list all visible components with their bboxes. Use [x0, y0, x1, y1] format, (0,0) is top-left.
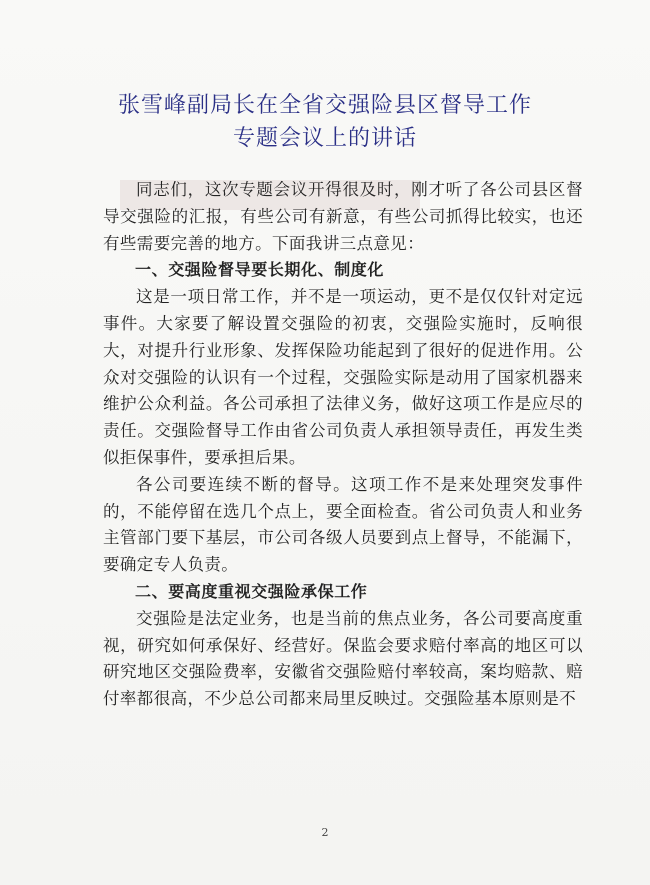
- document-body: [103, 177, 583, 713]
- paragraph-section2-a: 交强险是法定业务，也是当前的焦点业务，各公司要高度重视，研究如何承保好、经营好。保监会要求赔付率高的地区可以研究地区交强险费率，安徽省交强险赔付率较高，案均赔款、赔付率都很高，不少总公司都来局里反映过。交强险基本原则是不: [103, 608, 583, 709]
- page-number: 2: [321, 826, 329, 839]
- paragraph-section1-b: 各公司要连续不断的督导。这项工作不是来处理突发事件的，不能停留在选几个点上，要全面检查。省公司负责人和业务主管部门要下基层，市公司各级人员要到点上督导，不能漏下，要确定专人负责。: [103, 474, 583, 575]
- document-title-line1: 张雪峰副局长在全省交强险县区督导工作: [117, 93, 532, 118]
- document-title-line2: 专题会议上的讲话: [232, 126, 417, 151]
- paragraph-section1-a: 这是一项日常工作，并不是一项运动，更不是仅仅针对定远事件。大家要了解设置交强险的初衷，交强险实施时，反响很大，对提升行业形象、发挥保险功能起到了很好的促进作用。公众对交强险的认识有一个过程，交强险实际是动用了国家机器来维护公众利益。各公司承担了法律义务，做好这项工作是应尽的责任。交强险督导工作由省公司负责人承担领导责任，再发生类似拒保事件，要承担后果。: [103, 287, 583, 467]
- section-heading-1: 一、交强险督导要长期化、制度化: [135, 260, 385, 280]
- section-heading-2: 二、要高度重视交强险承保工作: [135, 581, 368, 601]
- paragraph-opening: 同志们，这次专题会议开得很及时，刚才听了各公司县区督导交强险的汇报，有些公司有新意，有些公司抓得比较实，也还有些需要完善的地方。下面我讲三点意见：: [103, 180, 583, 253]
